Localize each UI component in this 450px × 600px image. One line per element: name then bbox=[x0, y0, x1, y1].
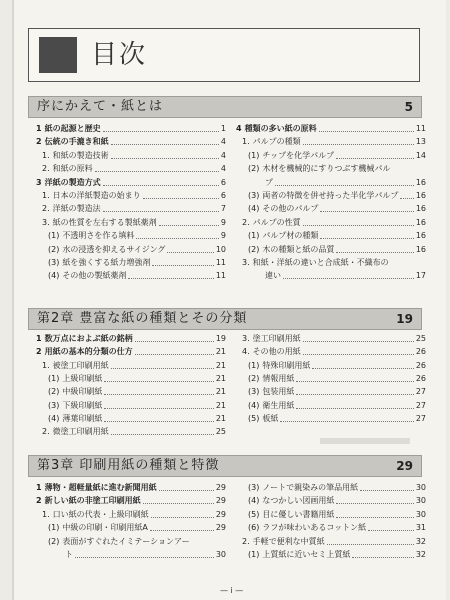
leader-dots bbox=[103, 131, 219, 132]
section-title: 第2章 豊富な紙の種類とその分類 bbox=[37, 311, 248, 326]
leader-dots bbox=[111, 368, 214, 369]
leader-dots bbox=[104, 421, 213, 422]
entry-number: (2) bbox=[48, 536, 60, 546]
toc-entry[interactable] bbox=[248, 481, 426, 494]
toc-entry[interactable] bbox=[36, 494, 226, 507]
header-square-mark bbox=[39, 37, 77, 73]
entry-label: 数万点におよぶ紙の銘柄 bbox=[44, 334, 133, 343]
entry-label: 表面がすぐれたイミテーションアー bbox=[62, 536, 190, 546]
entry-page: 17 bbox=[415, 271, 426, 281]
leader-dots bbox=[150, 530, 214, 531]
entry-page: 16 bbox=[415, 191, 426, 200]
entry-page: 29 bbox=[215, 523, 226, 533]
leader-dots bbox=[152, 265, 213, 266]
entry-page: 25 bbox=[215, 427, 226, 437]
entry-label: 日本の洋紙製造の始まり bbox=[52, 191, 141, 200]
leader-dots bbox=[143, 198, 219, 199]
entry-number: 2 bbox=[36, 347, 42, 357]
entry-label: 衛生用紙 bbox=[262, 400, 295, 410]
entry-number: 2. bbox=[42, 164, 50, 174]
toc-entry[interactable] bbox=[242, 256, 426, 269]
entry-number: (4) bbox=[48, 271, 60, 281]
entry-number: (4) bbox=[248, 204, 260, 214]
entry-page: 4 bbox=[220, 137, 226, 147]
entry-label: ト bbox=[65, 550, 73, 559]
section-page: 5 bbox=[404, 100, 413, 114]
entry-number: 3 bbox=[36, 177, 42, 187]
toc-entry[interactable] bbox=[248, 412, 426, 425]
entry-number: (2) bbox=[248, 373, 260, 383]
entry-number: (1) bbox=[48, 523, 60, 533]
toc-entry[interactable] bbox=[48, 256, 226, 269]
toc-entry[interactable] bbox=[248, 399, 426, 412]
entry-number: (1) bbox=[48, 373, 60, 383]
entry-label: 口い紙の代表・上級印刷紙 bbox=[52, 509, 149, 519]
leader-dots bbox=[111, 434, 214, 435]
entry-page: 30 bbox=[215, 550, 226, 559]
entry-page: 4 bbox=[220, 150, 226, 160]
entry-label: 不透明さを作る填料 bbox=[62, 231, 135, 241]
entry-label: ラフが味わいあるコットン紙 bbox=[262, 523, 367, 533]
entry-number: 1 bbox=[36, 124, 42, 133]
leader-dots bbox=[159, 225, 219, 226]
leader-dots bbox=[296, 381, 413, 382]
entry-page: 9 bbox=[220, 231, 226, 241]
entry-label: その他の用紙 bbox=[252, 347, 301, 357]
entry-page: 14 bbox=[415, 150, 426, 160]
entry-number: (1) bbox=[248, 150, 260, 160]
faded-rule bbox=[320, 438, 410, 444]
leader-dots bbox=[303, 354, 414, 355]
entry-number: (1) bbox=[248, 360, 260, 370]
toc-entry[interactable] bbox=[36, 481, 226, 494]
entry-page: 30 bbox=[415, 483, 426, 492]
entry-number: 1. bbox=[42, 150, 50, 160]
leader-dots bbox=[159, 490, 214, 491]
toc-entry[interactable] bbox=[48, 269, 226, 282]
entry-label: 紙の起源と歴史 bbox=[44, 124, 101, 133]
toc-entry[interactable] bbox=[36, 332, 226, 345]
entry-label: 水の浸透を抑えるサイジング bbox=[62, 244, 166, 254]
entry-number: 2 bbox=[36, 496, 42, 506]
entry-number: (5) bbox=[248, 509, 260, 519]
entry-page: 4 bbox=[220, 164, 226, 174]
entry-page: 11 bbox=[415, 124, 426, 133]
entry-label: パルプの種類 bbox=[252, 137, 301, 147]
entry-number: 1. bbox=[242, 137, 250, 147]
entry-page: 27 bbox=[415, 387, 426, 397]
entry-page: 21 bbox=[215, 373, 226, 383]
toc-entry[interactable] bbox=[62, 548, 226, 561]
leader-dots bbox=[136, 238, 219, 239]
entry-number: (1) bbox=[248, 550, 260, 559]
leader-dots bbox=[352, 557, 413, 558]
toc-entry[interactable] bbox=[42, 149, 226, 162]
leader-dots bbox=[104, 394, 213, 395]
entry-label: 微塗工印刷用紙 bbox=[52, 427, 109, 437]
entry-label: 洋紙の製造法 bbox=[52, 204, 101, 214]
toc-entry[interactable] bbox=[248, 202, 426, 215]
entry-number: (3) bbox=[248, 483, 260, 492]
leader-dots bbox=[336, 517, 413, 518]
entry-page: 21 bbox=[215, 347, 226, 357]
entry-label: 板紙 bbox=[262, 413, 279, 423]
leader-dots bbox=[296, 408, 413, 409]
toc-entry[interactable] bbox=[248, 508, 426, 521]
toc-entry[interactable] bbox=[48, 372, 226, 385]
toc-entry[interactable] bbox=[42, 359, 226, 372]
entry-number: (4) bbox=[248, 400, 260, 410]
toc-entry[interactable] bbox=[48, 385, 226, 398]
toc-entry[interactable] bbox=[42, 508, 226, 521]
leader-dots bbox=[275, 185, 414, 186]
leader-dots bbox=[143, 503, 214, 504]
entry-page: 16 bbox=[415, 244, 426, 254]
entry-page: 30 bbox=[415, 496, 426, 506]
page-number: — i — bbox=[220, 586, 244, 595]
toc-entry[interactable] bbox=[36, 122, 226, 135]
toc-entry[interactable] bbox=[48, 243, 226, 256]
entry-number: 1. bbox=[42, 360, 50, 370]
leader-dots bbox=[312, 368, 413, 369]
entry-page: 16 bbox=[415, 177, 426, 187]
entry-page: 25 bbox=[415, 334, 426, 343]
leader-dots bbox=[296, 394, 413, 395]
entry-number: 4 bbox=[236, 124, 242, 133]
entry-label: パルプの性質 bbox=[252, 217, 301, 227]
entry-label: 種類の多い紙の原料 bbox=[244, 124, 317, 133]
toc-entry[interactable] bbox=[42, 216, 226, 229]
entry-label: 上級印刷紙 bbox=[62, 373, 103, 383]
entry-label: 下級印刷紙 bbox=[62, 400, 103, 410]
entry-page: 16 bbox=[415, 231, 426, 241]
toc-entry[interactable] bbox=[248, 521, 426, 534]
entry-number: (1) bbox=[48, 231, 60, 241]
entry-label: 薄葉印刷紙 bbox=[62, 413, 103, 423]
leader-dots bbox=[303, 144, 414, 145]
entry-page: 11 bbox=[215, 258, 226, 267]
toc-entry[interactable] bbox=[242, 345, 426, 358]
entry-label: 洋紙の製造方式 bbox=[44, 177, 101, 187]
entry-number: (6) bbox=[248, 523, 260, 533]
entry-label: 紙の性質を左右する製紙薬剤 bbox=[52, 217, 157, 227]
entry-number: (4) bbox=[248, 496, 260, 506]
leader-dots bbox=[151, 517, 214, 518]
toc-entry[interactable] bbox=[48, 412, 226, 425]
toc-entry[interactable] bbox=[248, 494, 426, 507]
leader-dots bbox=[75, 557, 214, 558]
entry-number: 2. bbox=[242, 217, 250, 227]
entry-number: (2) bbox=[248, 244, 260, 254]
toc-entry[interactable] bbox=[242, 332, 426, 345]
entry-label: なつかしい図画用紙 bbox=[262, 496, 335, 506]
entry-label: 用紙の基本的分類の仕方 bbox=[44, 347, 133, 357]
entry-page: 21 bbox=[215, 360, 226, 370]
entry-label: 伝統の手漉き和紙 bbox=[44, 137, 109, 147]
entry-page: 29 bbox=[215, 509, 226, 519]
entry-page: 16 bbox=[415, 204, 426, 214]
entry-label: 特殊印刷用紙 bbox=[262, 360, 311, 370]
section-page: 19 bbox=[396, 312, 413, 326]
leader-dots bbox=[128, 278, 213, 279]
entry-page: 31 bbox=[415, 523, 426, 533]
toc-header bbox=[28, 28, 420, 82]
entry-label: 木の種類と紙の品質 bbox=[262, 244, 335, 254]
leader-dots bbox=[303, 225, 414, 226]
entry-label: その他の製紙薬剤 bbox=[62, 271, 127, 281]
entry-label: ノートで親染みの筆品用紙 bbox=[262, 483, 359, 492]
toc-entry[interactable] bbox=[48, 535, 226, 548]
toc-entry[interactable] bbox=[262, 176, 426, 189]
toc-entry[interactable] bbox=[36, 345, 226, 358]
entry-number: (2) bbox=[48, 244, 60, 254]
entry-number: 1 bbox=[36, 483, 42, 492]
toc-entry[interactable] bbox=[42, 162, 226, 175]
entry-page: 30 bbox=[415, 509, 426, 519]
leader-dots bbox=[111, 158, 219, 159]
entry-label: 目に優しい書籍用紙 bbox=[262, 509, 335, 519]
entry-number: 3. bbox=[242, 334, 250, 343]
section-header bbox=[28, 455, 422, 477]
leader-dots bbox=[280, 421, 413, 422]
entry-page: 13 bbox=[415, 137, 426, 147]
leader-dots bbox=[327, 544, 414, 545]
entry-page: 26 bbox=[415, 360, 426, 370]
entry-number: 3. bbox=[42, 217, 50, 227]
toc-entry[interactable] bbox=[242, 135, 426, 148]
entry-number: 1. bbox=[42, 191, 50, 200]
entry-page: 6 bbox=[220, 177, 226, 187]
toc-entry[interactable] bbox=[248, 372, 426, 385]
entry-number: (2) bbox=[248, 164, 260, 174]
entry-number: 1 bbox=[36, 334, 42, 343]
leader-dots bbox=[400, 198, 413, 199]
leader-dots bbox=[95, 171, 219, 172]
entry-label: 被塗工印刷用紙 bbox=[52, 360, 109, 370]
toc-entry[interactable] bbox=[42, 202, 226, 215]
entry-page: 26 bbox=[415, 347, 426, 357]
entry-page: 11 bbox=[215, 271, 226, 281]
entry-number: 1. bbox=[42, 509, 50, 519]
entry-number: (3) bbox=[48, 258, 60, 267]
entry-label: 中級印刷紙 bbox=[62, 387, 103, 397]
entry-number: (3) bbox=[248, 191, 260, 200]
entry-page: 21 bbox=[215, 413, 226, 423]
leader-dots bbox=[320, 211, 413, 212]
entry-page: 10 bbox=[215, 244, 226, 254]
toc-entry[interactable] bbox=[248, 229, 426, 242]
toc-entry[interactable] bbox=[48, 521, 226, 534]
section-title: 第3章 印刷用紙の種類と特徴 bbox=[37, 458, 220, 473]
toc-entry[interactable] bbox=[42, 425, 226, 438]
entry-label: 情報用紙 bbox=[262, 373, 295, 383]
entry-page: 29 bbox=[215, 483, 226, 492]
toc-entry[interactable] bbox=[248, 548, 426, 561]
leader-dots bbox=[336, 252, 413, 253]
toc-entry[interactable] bbox=[248, 243, 426, 256]
toc-entry[interactable] bbox=[262, 269, 426, 282]
entry-page: 1 bbox=[220, 124, 226, 133]
entry-label: 中級の印刷・印刷用紙A bbox=[62, 523, 148, 533]
toc-entry[interactable] bbox=[48, 399, 226, 412]
entry-number: 2. bbox=[42, 204, 50, 214]
entry-label: 包装用紙 bbox=[262, 387, 295, 397]
entry-page: 26 bbox=[415, 373, 426, 383]
entry-number: 2 bbox=[36, 137, 42, 147]
leader-dots bbox=[336, 158, 414, 159]
section-header bbox=[28, 308, 422, 330]
toc-entry[interactable] bbox=[236, 122, 426, 135]
leader-dots bbox=[104, 381, 213, 382]
entry-page: 32 bbox=[415, 536, 426, 546]
leader-dots bbox=[167, 252, 213, 253]
entry-label: 新しい紙の非塗工印刷用紙 bbox=[44, 496, 141, 506]
leader-dots bbox=[111, 144, 219, 145]
entry-number: (3) bbox=[248, 387, 260, 397]
leader-dots bbox=[135, 341, 214, 342]
entry-label: 塗工印刷用紙 bbox=[252, 334, 301, 343]
entry-label: 両者の特徴を併せ持った半化学パルプ bbox=[262, 191, 399, 200]
entry-label: 上質紙に近いセミ上質紙 bbox=[262, 550, 351, 559]
entry-page: 6 bbox=[220, 191, 226, 200]
page-title: 目次 bbox=[91, 40, 148, 70]
leader-dots bbox=[135, 354, 214, 355]
entry-label: 薄物・超軽量紙に進む新聞用紙 bbox=[44, 483, 157, 492]
entry-number: (1) bbox=[248, 231, 260, 241]
leader-dots bbox=[360, 490, 414, 491]
toc-entry[interactable] bbox=[248, 385, 426, 398]
leader-dots bbox=[103, 211, 219, 212]
leader-dots bbox=[336, 503, 413, 504]
toc-entry[interactable] bbox=[248, 149, 426, 162]
entry-number: (4) bbox=[48, 413, 60, 423]
entry-label: 手軽で便利な中質紙 bbox=[252, 536, 325, 546]
entry-page: 32 bbox=[415, 550, 426, 559]
entry-number: (2) bbox=[48, 387, 60, 397]
entry-page: 21 bbox=[215, 400, 226, 410]
entry-label: 違い bbox=[265, 271, 281, 281]
entry-label: 木材を機械的にすりつぶす機械パル bbox=[262, 164, 391, 174]
entry-page: 19 bbox=[215, 334, 226, 343]
entry-label: パルプ材の種類 bbox=[262, 231, 319, 241]
section-header bbox=[28, 96, 422, 118]
entry-label: 和紙・洋紙の違いと合成紙・不織布の bbox=[252, 258, 389, 267]
toc-entry[interactable] bbox=[248, 162, 426, 175]
toc-entry[interactable] bbox=[242, 535, 426, 548]
section-page: 29 bbox=[396, 459, 413, 473]
entry-page: 29 bbox=[215, 496, 226, 506]
entry-number: 3. bbox=[242, 258, 250, 267]
entry-number: 4. bbox=[242, 347, 250, 357]
toc-entry[interactable] bbox=[36, 176, 226, 189]
leader-dots bbox=[283, 278, 414, 279]
entry-page: 7 bbox=[220, 204, 226, 214]
entry-number: 2. bbox=[242, 536, 250, 546]
section-title: 序にかえて・紙とは bbox=[37, 99, 164, 114]
entry-number: 2. bbox=[42, 427, 50, 437]
entry-label: 和紙の製造技術 bbox=[52, 150, 109, 160]
entry-label: 和紙の原料 bbox=[52, 164, 93, 174]
leader-dots bbox=[303, 341, 414, 342]
toc-entry[interactable] bbox=[248, 359, 426, 372]
entry-label: その他のパルプ bbox=[262, 204, 319, 214]
leader-dots bbox=[104, 408, 213, 409]
entry-number: (5) bbox=[248, 413, 260, 423]
entry-label: プ bbox=[265, 177, 273, 187]
leader-dots bbox=[368, 530, 414, 531]
entry-label: 紙を強くする紙力増強剤 bbox=[62, 258, 151, 267]
entry-number: (3) bbox=[48, 400, 60, 410]
leader-dots bbox=[320, 238, 413, 239]
toc-entry[interactable] bbox=[42, 189, 226, 202]
leader-dots bbox=[319, 131, 414, 132]
toc-entry[interactable] bbox=[248, 189, 426, 202]
toc-entry[interactable] bbox=[36, 135, 226, 148]
leader-dots bbox=[103, 185, 219, 186]
entry-page: 16 bbox=[415, 217, 426, 227]
entry-label: チップを化学パルプ bbox=[262, 150, 335, 160]
entry-page: 27 bbox=[415, 413, 426, 423]
toc-entry[interactable] bbox=[48, 229, 226, 242]
toc-entry[interactable] bbox=[242, 216, 426, 229]
entry-page: 9 bbox=[220, 217, 226, 227]
entry-page: 27 bbox=[415, 400, 426, 410]
entry-page: 21 bbox=[215, 387, 226, 397]
